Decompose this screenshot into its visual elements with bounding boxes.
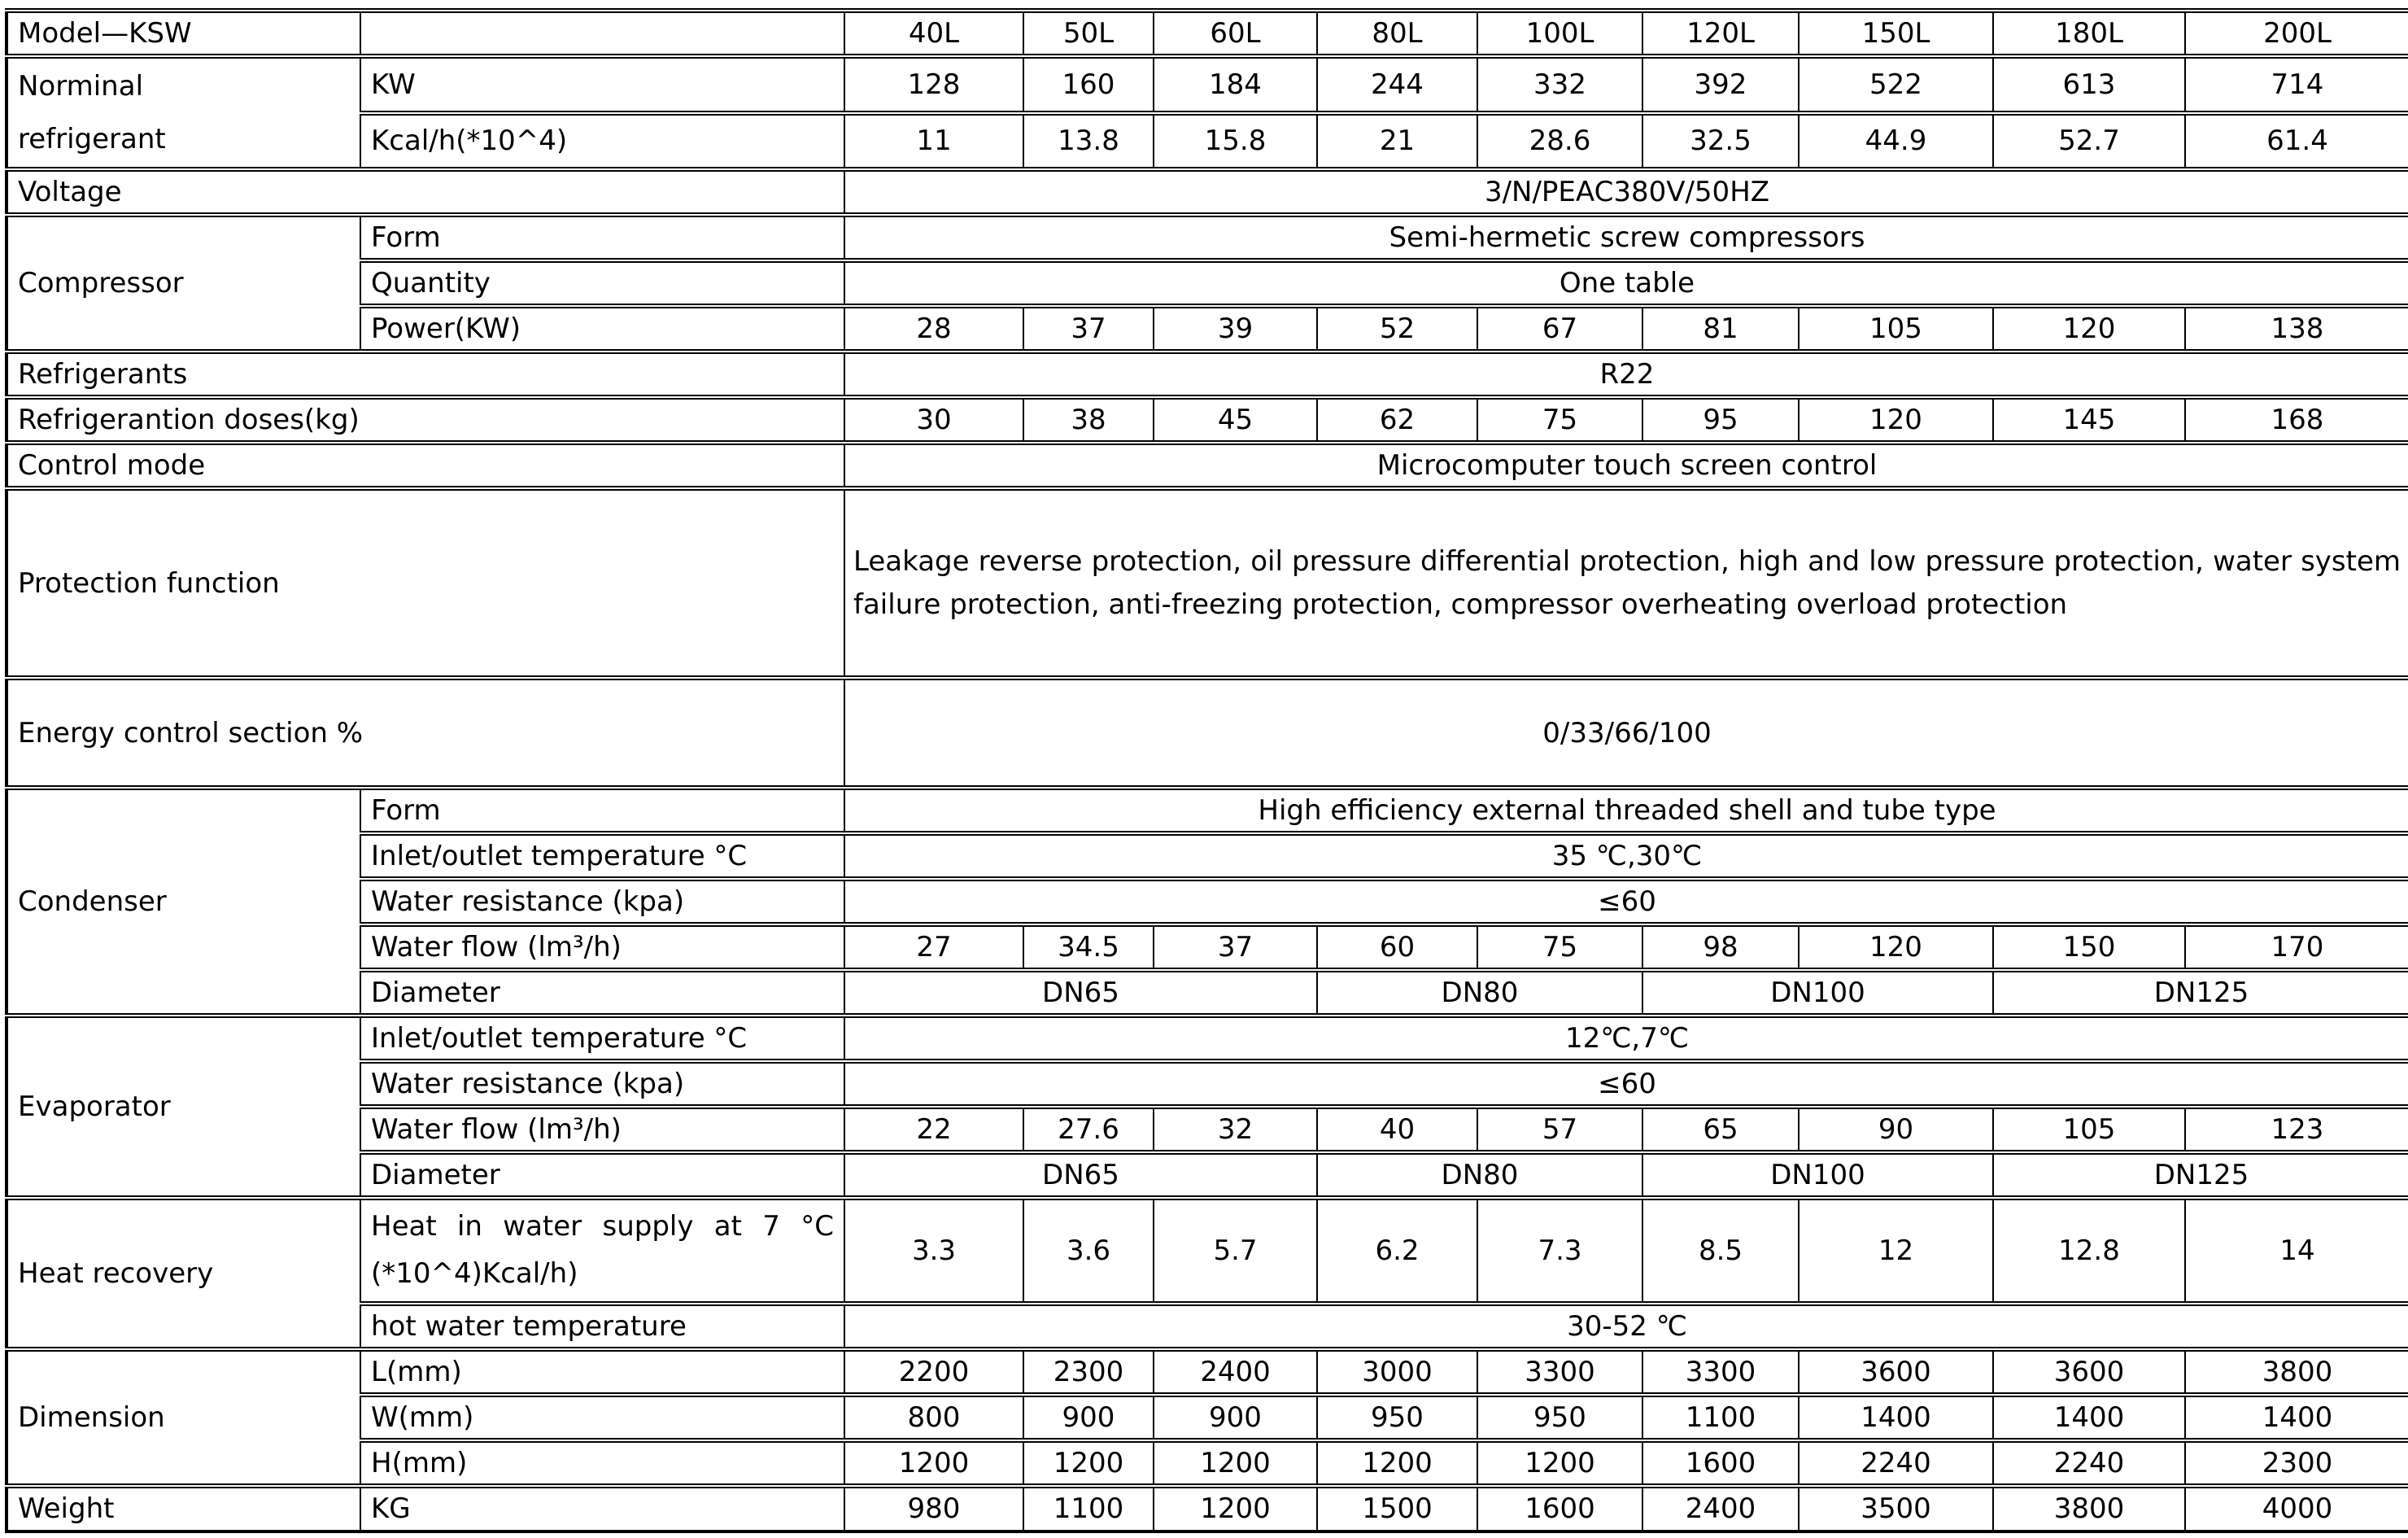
kcal-value: 61.4 bbox=[2185, 113, 2408, 170]
dimension-l-value: 2300 bbox=[1023, 1349, 1154, 1395]
kcal-value: 13.8 bbox=[1023, 113, 1154, 170]
dimension-l-value: 3800 bbox=[2185, 1349, 2408, 1395]
kw-value: 392 bbox=[1642, 56, 1799, 113]
dimension-l-value: 3600 bbox=[1993, 1349, 2185, 1395]
evaporator-diameter-value: DN80 bbox=[1317, 1152, 1642, 1198]
kcal-value: 11 bbox=[844, 113, 1023, 170]
row-control-mode bbox=[7, 443, 2408, 488]
weight-value: 1600 bbox=[1477, 1486, 1642, 1531]
compressor-quantity-label: Quantity bbox=[360, 260, 844, 306]
evaporator-flow-value: 123 bbox=[2185, 1107, 2408, 1152]
evaporator-diameter-value: DN100 bbox=[1642, 1152, 1993, 1198]
kcal-label: Kcal/h(*10^4) bbox=[360, 113, 844, 170]
dimension-l-value: 3000 bbox=[1317, 1349, 1477, 1395]
dimension-h-value: 2240 bbox=[1993, 1440, 2185, 1486]
evaporator-resistance-value: ≤60 bbox=[844, 1061, 2408, 1107]
model-header: 60L bbox=[1154, 11, 1317, 56]
dimension-l-value: 3600 bbox=[1799, 1349, 1993, 1395]
weight-label: Weight bbox=[7, 1486, 360, 1531]
power-value: 28 bbox=[844, 306, 1023, 352]
evaporator-flow-value: 27.6 bbox=[1023, 1107, 1154, 1152]
heat-supply-value: 7.3 bbox=[1477, 1198, 1642, 1304]
row-heat-supply bbox=[7, 1198, 2408, 1304]
row-nominal-kw bbox=[7, 56, 2408, 113]
row-condenser-inlet bbox=[7, 833, 2408, 879]
dimension-w-label: W(mm) bbox=[360, 1395, 844, 1440]
dimension-h-value: 1200 bbox=[844, 1440, 1023, 1486]
condenser-inlet-label: Inlet/outlet temperature °C bbox=[360, 833, 844, 879]
kcal-value: 52.7 bbox=[1993, 113, 2185, 170]
model-header: 200L bbox=[2185, 11, 2408, 56]
dimension-w-value: 950 bbox=[1477, 1395, 1642, 1440]
kcal-value: 21 bbox=[1317, 113, 1477, 170]
row-models bbox=[7, 11, 2408, 56]
dimension-l-label: L(mm) bbox=[360, 1349, 844, 1395]
compressor-label: Compressor bbox=[7, 215, 360, 352]
compressor-form-value: Semi-hermetic screw compressors bbox=[844, 215, 2408, 260]
dimension-h-value: 2240 bbox=[1799, 1440, 1993, 1486]
dimension-l-value: 3300 bbox=[1642, 1349, 1799, 1395]
model-series-label: Model—KSW bbox=[7, 11, 360, 56]
dose-value: 145 bbox=[1993, 397, 2185, 443]
condenser-diameter-value: DN125 bbox=[1993, 970, 2408, 1016]
condenser-label: Condenser bbox=[7, 788, 360, 1016]
weight-unit-label: KG bbox=[360, 1486, 844, 1531]
nominal-refrigerant-label-text: Norminal refrigerant bbox=[18, 70, 166, 155]
condenser-form-value: High efficiency external threaded shell and tube type bbox=[844, 788, 2408, 833]
condenser-flow-value: 98 bbox=[1642, 924, 1799, 970]
dimension-w-value: 900 bbox=[1154, 1395, 1317, 1440]
row-compressor-form bbox=[7, 215, 2408, 260]
condenser-diameter-value: DN65 bbox=[844, 970, 1317, 1016]
model-header: 180L bbox=[1993, 11, 2185, 56]
dose-value: 38 bbox=[1023, 397, 1154, 443]
protection-label: Protection function bbox=[7, 488, 844, 678]
model-header: 80L bbox=[1317, 11, 1477, 56]
condenser-resistance-value: ≤60 bbox=[844, 879, 2408, 924]
dose-value: 168 bbox=[2185, 397, 2408, 443]
control-mode-value: Microcomputer touch screen control bbox=[844, 443, 2408, 488]
weight-value: 1100 bbox=[1023, 1486, 1154, 1531]
evaporator-diameter-value: DN65 bbox=[844, 1152, 1317, 1198]
power-value: 81 bbox=[1642, 306, 1799, 352]
condenser-inlet-value: 35 ℃,30℃ bbox=[844, 833, 2408, 879]
row-dimension-w bbox=[7, 1395, 2408, 1440]
evaporator-flow-value: 57 bbox=[1477, 1107, 1642, 1152]
voltage-value: 3/N/PEAC380V/50HZ bbox=[844, 169, 2408, 215]
row-evaporator-diameter bbox=[7, 1152, 2408, 1198]
dimension-h-value: 1200 bbox=[1023, 1440, 1154, 1486]
evaporator-inlet-label: Inlet/outlet temperature °C bbox=[360, 1016, 844, 1061]
hot-water-temp-label: hot water temperature bbox=[360, 1304, 844, 1349]
evaporator-label: Evaporator bbox=[7, 1016, 360, 1198]
dimension-h-label: H(mm) bbox=[360, 1440, 844, 1486]
dimension-h-value: 1200 bbox=[1154, 1440, 1317, 1486]
hot-water-temp-value: 30-52 ℃ bbox=[844, 1304, 2408, 1349]
dimension-l-value: 2400 bbox=[1154, 1349, 1317, 1395]
condenser-resistance-label: Water resistance (kpa) bbox=[360, 879, 844, 924]
model-header: 120L bbox=[1642, 11, 1799, 56]
refrigeration-doses-label: Refrigerantion doses(kg) bbox=[7, 397, 844, 443]
heat-supply-value: 5.7 bbox=[1154, 1198, 1317, 1304]
model-empty-cell bbox=[360, 11, 844, 56]
refrigerants-label: Refrigerants bbox=[7, 352, 844, 397]
model-header: 40L bbox=[844, 11, 1023, 56]
heat-supply-label: Heat in water supply at 7 °C (*10^4)Kcal/h) bbox=[360, 1198, 844, 1304]
evaporator-flow-value: 105 bbox=[1993, 1107, 2185, 1152]
power-value: 52 bbox=[1317, 306, 1477, 352]
compressor-power-label: Power(KW) bbox=[360, 306, 844, 352]
energy-control-label: Energy control section % bbox=[7, 678, 844, 788]
row-refrigerants bbox=[7, 352, 2408, 397]
row-condenser-resistance bbox=[7, 879, 2408, 924]
row-dimension-h bbox=[7, 1440, 2408, 1486]
row-weight bbox=[7, 1486, 2408, 1531]
kw-value: 522 bbox=[1799, 56, 1993, 113]
condenser-flow-value: 75 bbox=[1477, 924, 1642, 970]
evaporator-flow-value: 22 bbox=[844, 1107, 1023, 1152]
dose-value: 62 bbox=[1317, 397, 1477, 443]
condenser-diameter-value: DN100 bbox=[1642, 970, 1993, 1016]
kw-value: 184 bbox=[1154, 56, 1317, 113]
kw-value: 128 bbox=[844, 56, 1023, 113]
row-dimension-l bbox=[7, 1349, 2408, 1395]
condenser-flow-value: 150 bbox=[1993, 924, 2185, 970]
dimension-l-value: 2200 bbox=[844, 1349, 1023, 1395]
dimension-w-value: 950 bbox=[1317, 1395, 1477, 1440]
heat-recovery-label: Heat recovery bbox=[7, 1198, 360, 1349]
dose-value: 30 bbox=[844, 397, 1023, 443]
weight-value: 1200 bbox=[1154, 1486, 1317, 1531]
nominal-refrigerant-label bbox=[7, 56, 360, 169]
dose-value: 120 bbox=[1799, 397, 1993, 443]
protection-value: Leakage reverse protection, oil pressure differential protection, high and low pressure protection, water system failure protection, anti-freezing protection, compressor overheating overload protection bbox=[844, 488, 2408, 678]
refrigerants-value: R22 bbox=[844, 352, 2408, 397]
row-condenser-diameter bbox=[7, 970, 2408, 1016]
energy-control-value: 0/33/66/100 bbox=[844, 678, 2408, 788]
kw-value: 244 bbox=[1317, 56, 1477, 113]
condenser-flow-value: 170 bbox=[2185, 924, 2408, 970]
condenser-flow-value: 120 bbox=[1799, 924, 1993, 970]
heat-supply-value: 3.3 bbox=[844, 1198, 1023, 1304]
row-compressor-power bbox=[7, 306, 2408, 352]
dimension-w-value: 1100 bbox=[1642, 1395, 1799, 1440]
row-condenser-form bbox=[7, 788, 2408, 833]
dimension-w-value: 800 bbox=[844, 1395, 1023, 1440]
dimension-w-value: 1400 bbox=[2185, 1395, 2408, 1440]
row-compressor-quantity bbox=[7, 260, 2408, 306]
power-value: 138 bbox=[2185, 306, 2408, 352]
model-header: 150L bbox=[1799, 11, 1993, 56]
condenser-flow-value: 27 bbox=[844, 924, 1023, 970]
row-condenser-flow bbox=[7, 924, 2408, 970]
heat-supply-value: 14 bbox=[2185, 1198, 2408, 1304]
weight-value: 4000 bbox=[2185, 1486, 2408, 1531]
evaporator-flow-value: 90 bbox=[1799, 1107, 1993, 1152]
evaporator-flow-value: 40 bbox=[1317, 1107, 1477, 1152]
row-refrigeration-doses bbox=[7, 397, 2408, 443]
power-value: 67 bbox=[1477, 306, 1642, 352]
heat-supply-value: 12.8 bbox=[1993, 1198, 2185, 1304]
power-value: 39 bbox=[1154, 306, 1317, 352]
dimension-h-value: 1200 bbox=[1477, 1440, 1642, 1486]
row-protection bbox=[7, 488, 2408, 678]
evaporator-flow-value: 32 bbox=[1154, 1107, 1317, 1152]
weight-value: 980 bbox=[844, 1486, 1023, 1531]
evaporator-diameter-label: Diameter bbox=[360, 1152, 844, 1198]
kw-label: KW bbox=[360, 56, 844, 113]
row-hot-water-temp bbox=[7, 1304, 2408, 1349]
dimension-h-value: 2300 bbox=[2185, 1440, 2408, 1486]
control-mode-label: Control mode bbox=[7, 443, 844, 488]
compressor-quantity-value: One table bbox=[844, 260, 2408, 306]
dimension-label: Dimension bbox=[7, 1349, 360, 1486]
dimension-h-value: 1600 bbox=[1642, 1440, 1799, 1486]
row-energy-control bbox=[7, 678, 2408, 788]
dimension-l-value: 3300 bbox=[1477, 1349, 1642, 1395]
row-evaporator-inlet bbox=[7, 1016, 2408, 1061]
heat-supply-value: 12 bbox=[1799, 1198, 1993, 1304]
kcal-value: 44.9 bbox=[1799, 113, 1993, 170]
condenser-flow-value: 37 bbox=[1154, 924, 1317, 970]
row-evaporator-flow bbox=[7, 1107, 2408, 1152]
kw-value: 332 bbox=[1477, 56, 1642, 113]
model-header: 100L bbox=[1477, 11, 1642, 56]
heat-supply-value: 3.6 bbox=[1023, 1198, 1154, 1304]
condenser-flow-value: 34.5 bbox=[1023, 924, 1154, 970]
kcal-value: 28.6 bbox=[1477, 113, 1642, 170]
evaporator-flow-label: Water flow (lm³/h) bbox=[360, 1107, 844, 1152]
condenser-flow-label: Water flow (lm³/h) bbox=[360, 924, 844, 970]
heat-supply-value: 8.5 bbox=[1642, 1198, 1799, 1304]
condenser-diameter-label: Diameter bbox=[360, 970, 844, 1016]
voltage-label: Voltage bbox=[7, 169, 844, 215]
evaporator-diameter-value: DN125 bbox=[1993, 1152, 2408, 1198]
dimension-w-value: 900 bbox=[1023, 1395, 1154, 1440]
weight-value: 3500 bbox=[1799, 1486, 1993, 1531]
dimension-w-value: 1400 bbox=[1993, 1395, 2185, 1440]
power-value: 120 bbox=[1993, 306, 2185, 352]
kw-value: 613 bbox=[1993, 56, 2185, 113]
compressor-form-label: Form bbox=[360, 215, 844, 260]
condenser-diameter-value: DN80 bbox=[1317, 970, 1642, 1016]
power-value: 105 bbox=[1799, 306, 1993, 352]
evaporator-flow-value: 65 bbox=[1642, 1107, 1799, 1152]
dimension-w-value: 1400 bbox=[1799, 1395, 1993, 1440]
kw-value: 160 bbox=[1023, 56, 1154, 113]
row-evaporator-resistance bbox=[7, 1061, 2408, 1107]
dose-value: 75 bbox=[1477, 397, 1642, 443]
evaporator-inlet-value: 12℃,7℃ bbox=[844, 1016, 2408, 1061]
power-value: 37 bbox=[1023, 306, 1154, 352]
weight-value: 2400 bbox=[1642, 1486, 1799, 1531]
heat-supply-value: 6.2 bbox=[1317, 1198, 1477, 1304]
specification-table bbox=[5, 8, 2408, 1533]
dose-value: 45 bbox=[1154, 397, 1317, 443]
kcal-value: 32.5 bbox=[1642, 113, 1799, 170]
kw-value: 714 bbox=[2185, 56, 2408, 113]
weight-value: 1500 bbox=[1317, 1486, 1477, 1531]
model-header: 50L bbox=[1023, 11, 1154, 56]
dose-value: 95 bbox=[1642, 397, 1799, 443]
evaporator-resistance-label: Water resistance (kpa) bbox=[360, 1061, 844, 1107]
kcal-value: 15.8 bbox=[1154, 113, 1317, 170]
condenser-flow-value: 60 bbox=[1317, 924, 1477, 970]
dimension-h-value: 1200 bbox=[1317, 1440, 1477, 1486]
row-nominal-kcal bbox=[7, 113, 2408, 170]
row-voltage bbox=[7, 169, 2408, 215]
weight-value: 3800 bbox=[1993, 1486, 2185, 1531]
condenser-form-label: Form bbox=[360, 788, 844, 833]
